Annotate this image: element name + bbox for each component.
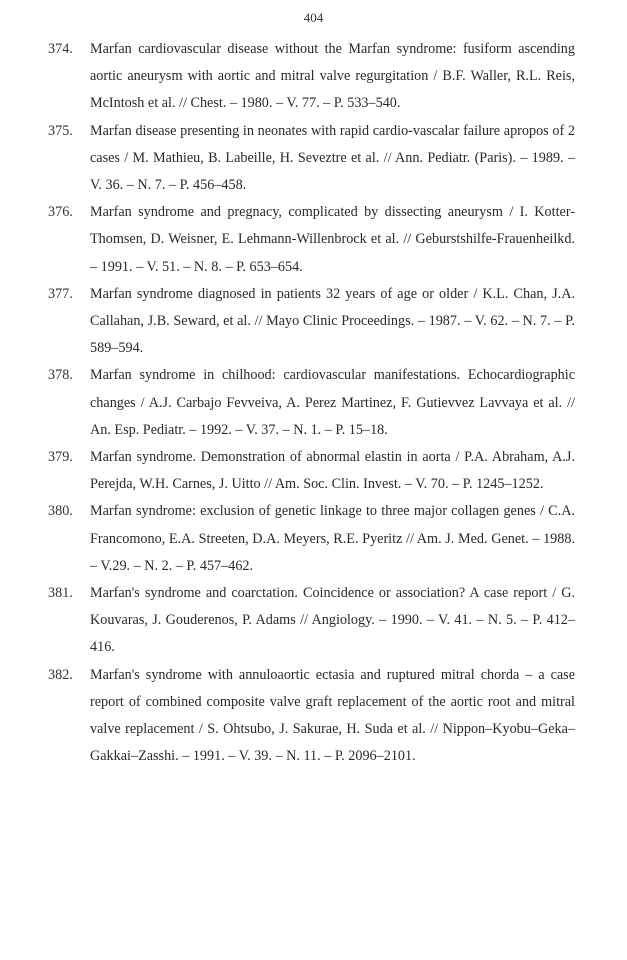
reference-item (48, 498, 575, 580)
reference-number: 377. (48, 285, 73, 302)
reference-text: Marfan syndrome diagnosed in patients 32 years of age or older / K.L. Chan, J.A. Callahan, J.B. Seward, et al. // Mayo Clinic Proceedings. – 1987. – V. 62. – N. 7. – P. 589–594. (90, 285, 575, 357)
page-number: 404 (303, 10, 324, 25)
reference-text: Marfan syndrome and pregnacy, complicated by dissecting aneurysm / I. Kotter-Thomsen, D. Weisner, E. Lehmann-Willenbrock et al. // Geburstshilfe-Frauenheilkd. – 1991. – V. 51. – N. 8. – P. 653–654. (90, 204, 575, 275)
reference-item (48, 36, 575, 118)
reference-number: 374. (48, 41, 73, 57)
reference-item (48, 362, 575, 444)
reference-text: Marfan syndrome. Demonstration of abnormal elastin in aorta / P.A. Abraham, A.J. Perejda, W.H. Carnes, J. Uitto // Am. Soc. Clin. Invest. – V. 70. – P. 1245–1252. (90, 449, 575, 493)
reference-number: 376. (48, 204, 73, 221)
reference-item (48, 199, 575, 281)
reference-item (48, 662, 575, 771)
reference-number: 381. (48, 585, 73, 602)
reference-number: 379. (48, 449, 73, 466)
reference-item (48, 281, 575, 363)
reference-list (48, 36, 575, 770)
reference-item (48, 444, 575, 498)
reference-number: 375. (48, 122, 73, 139)
reference-text: Marfan syndrome: exclusion of genetic linkage to three major collagen genes / C.A. Francomono, E.A. Streeten, D.A. Meyers, R.E. Pyeritz // Am. J. Med. Genet. – 1988. – V.29. – N. 2. – P. 457–462. (90, 503, 575, 574)
reference-number: 380. (48, 503, 73, 520)
reference-text: Marfan cardiovascular disease without the Marfan syndrome: fusiform ascending aortic aneurysm with aortic and mitral valve regurgitation / B.F. Waller, R.L. Reis, McIntosh et al. // Chest. – 1980. – V. 77. – P. 533–540. (90, 41, 575, 112)
reference-text: Marfan's syndrome with annuloaortic ectasia and ruptured mitral chorda – a case report of combined composite valve graft replacement of the aortic root and mitral valve replacement / S. Ohtsubo, J. Sakurae, H. Suda et al. // Nippon–Kyobu–Geka–Gakkai–Zasshi. – 1991. – V. 39. – N. 11. – P. 2096–2101. (90, 666, 575, 765)
reference-number: 382. (48, 666, 73, 683)
reference-text: Marfan syndrome in chilhood: cardiovascular manifestations. Echocardiographic changes / A.J. Carbajo Fevveiva, A. Perez Martinez, F. Gutievvez Lavvaya et al. // An. Esp. Pediatr. – 1992. – V. 37. – N. 1. – P. 15–18. (90, 367, 575, 438)
reference-item (48, 580, 575, 662)
reference-item (48, 118, 575, 200)
reference-text: Marfan's syndrome and coarctation. Coincidence or association? A case report / G. Kouvaras, J. Gouderenos, P. Adams // Angiology. – 1990. – V. 41. – N. 5. – P. 412–416. (90, 585, 575, 656)
reference-text: Marfan disease presenting in neonates with rapid cardio-vascalar failure apropos of 2 cases / M. Mathieu, B. Labeille, H. Seveztre et al. // Ann. Pediatr. (Paris). – 1989. – V. 36. – N. 7. – P. 456–458. (90, 122, 575, 194)
reference-number: 378. (48, 367, 73, 384)
